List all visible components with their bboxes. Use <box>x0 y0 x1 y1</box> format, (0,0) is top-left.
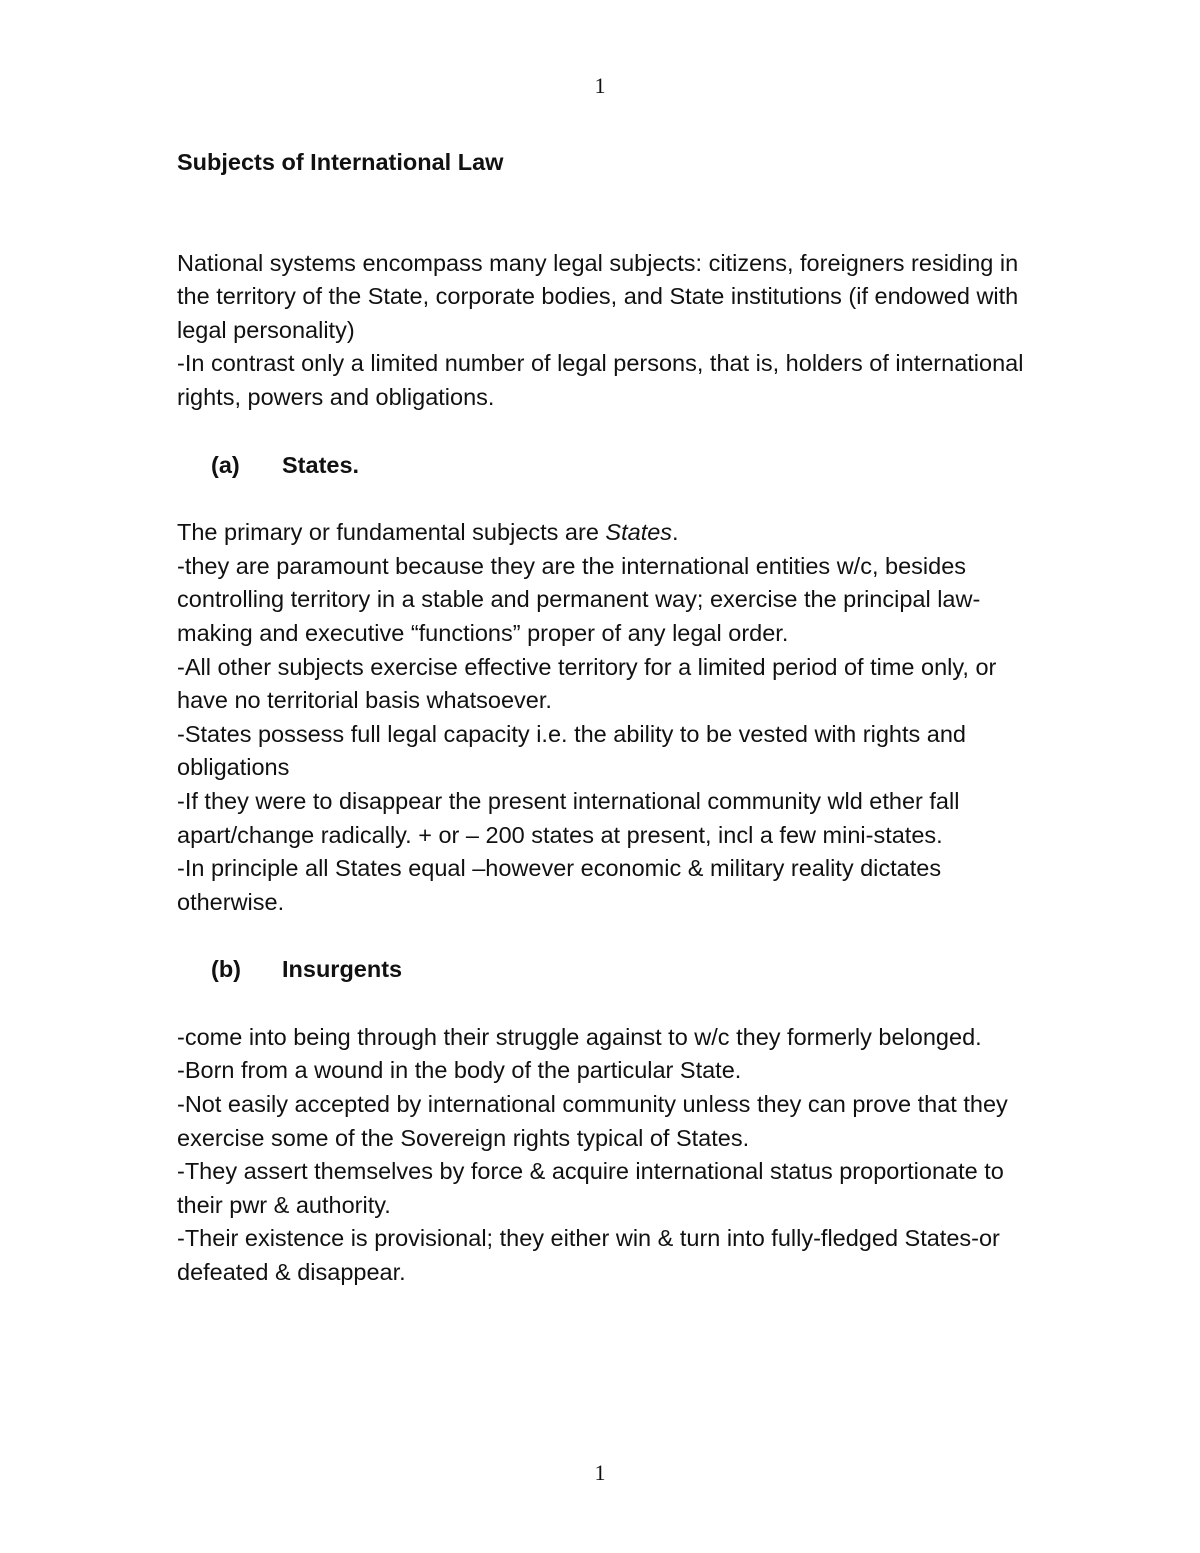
bullet-paragraph: -All other subjects exercise effective territory for a limited period of time only, or have no territorial basis whatsoever. <box>177 653 997 714</box>
bullet-paragraph: -They assert themselves by force & acquire international status proportionate to their pwr & authority. <box>177 1158 1004 1218</box>
section-title: Insurgents <box>282 956 403 983</box>
section-heading-insurgents <box>177 953 1037 987</box>
lead-end: . <box>672 519 679 546</box>
section-letter: (a) <box>211 451 240 478</box>
lead-emphasis: States <box>605 519 673 546</box>
bullet-paragraph: -come into being through their struggle against to w/c they formerly belonged. <box>177 1023 982 1050</box>
section-lead-paragraph <box>177 516 1037 550</box>
section-heading-states <box>177 449 1037 483</box>
page-number-top: 1 <box>594 73 606 98</box>
bullet-paragraph: -States possess full legal capacity i.e. the ability to be vested with rights and obligations <box>177 720 966 781</box>
bullet-paragraph: -Born from a wound in the body of the particular State. <box>177 1057 742 1084</box>
bullet-paragraph: -In principle all States equal –however economic & military reality dictates otherwise. <box>177 855 942 915</box>
bullet-paragraph: -If they were to disappear the present international community wld ether fall apart/change radically. + or – 200 states at present, incl a few mini-states. <box>177 787 960 848</box>
lead-text: The primary or fundamental subjects are <box>177 519 606 546</box>
document-body <box>177 146 1037 1290</box>
intro-paragraph: National systems encompass many legal subjects: citizens, foreigners residing in the territory of the State, corporate bodies, and State institutions (if endowed with legal personality) <box>177 249 1019 343</box>
section-title: States. <box>282 451 360 478</box>
bullet-paragraph: -Not easily accepted by international community unless they can prove that they exercise some of the Sovereign rights typical of States. <box>177 1091 1008 1151</box>
intro-paragraph: -In contrast only a limited number of legal persons, that is, holders of international rights, powers and obligations. <box>177 350 1024 410</box>
bullet-paragraph: -they are paramount because they are the international entities w/c, besides controlling territory in a stable and permanent way; exercise the principal law-making and executive “functions” proper of any legal order. <box>177 552 981 646</box>
section-letter: (b) <box>211 956 242 983</box>
page-number-bottom: 1 <box>594 1460 606 1485</box>
bullet-paragraph: -Their existence is provisional; they either win & turn into fully-fledged States-or defeated & disappear. <box>177 1225 1000 1286</box>
document-title: Subjects of International Law <box>177 149 504 175</box>
